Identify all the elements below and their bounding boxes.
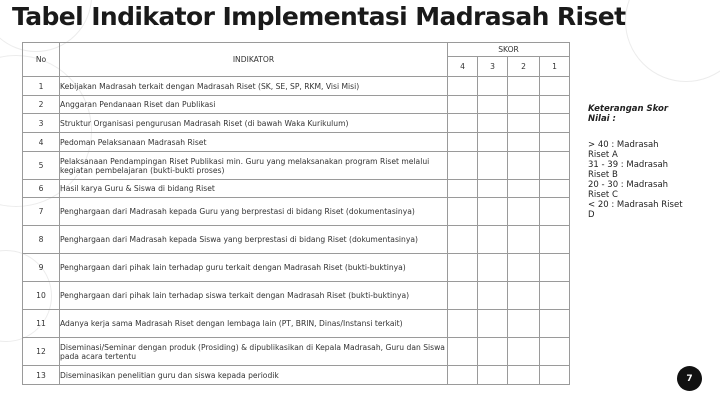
row-number: 8 [23,226,60,254]
score-legend-line: Riset B [588,170,618,180]
score-cell-1[interactable] [540,180,570,198]
score-cell-4[interactable] [448,226,478,254]
score-cell-3[interactable] [478,77,508,96]
score-cell-1[interactable] [540,77,570,96]
score-cell-4[interactable] [448,254,478,282]
score-cell-1[interactable] [540,114,570,133]
score-cell-4[interactable] [448,114,478,133]
score-legend-subtitle: Nilai : [588,114,616,124]
score-cell-4[interactable] [448,338,478,366]
score-legend-list [588,140,698,220]
indicator-text: Struktur Organisasi pengurusan Madrasah Riset (di bawah Waka Kurikulum) [60,114,448,133]
table-row [23,198,570,226]
row-number: 11 [23,310,60,338]
column-header-no: No [23,43,60,77]
score-legend-line: < 20 : Madrasah Riset [588,200,683,210]
row-number: 6 [23,180,60,198]
column-header-skor-4: 4 [448,57,478,77]
table-row [23,77,570,96]
score-cell-2[interactable] [508,366,540,385]
score-cell-4[interactable] [448,180,478,198]
score-cell-3[interactable] [478,133,508,152]
score-cell-3[interactable] [478,282,508,310]
score-cell-2[interactable] [508,96,540,114]
row-number: 5 [23,152,60,180]
indicator-text: Diseminasi/Seminar dengan produk (Prosiding) & dipublikasikan di Kepala Madrasah, Guru dan Siswa pada acara tertentu [60,338,448,366]
score-cell-2[interactable] [508,226,540,254]
row-number: 2 [23,96,60,114]
score-cell-2[interactable] [508,180,540,198]
table-row [23,366,570,385]
score-cell-3[interactable] [478,96,508,114]
row-number: 4 [23,133,60,152]
score-cell-2[interactable] [508,310,540,338]
column-header-indikator: INDIKATOR [60,43,448,77]
indicator-text: Penghargaan dari Madrasah kepada Guru yang berprestasi di bidang Riset (dokumentasinya) [60,198,448,226]
score-cell-4[interactable] [448,133,478,152]
score-cell-2[interactable] [508,254,540,282]
score-cell-1[interactable] [540,366,570,385]
score-cell-1[interactable] [540,198,570,226]
page-number-badge: 7 [677,366,702,391]
score-cell-1[interactable] [540,152,570,180]
score-cell-1[interactable] [540,310,570,338]
score-cell-3[interactable] [478,310,508,338]
indicator-text: Anggaran Pendanaan Riset dan Publikasi [60,96,448,114]
score-legend-line: D [588,210,595,220]
indicator-table [22,42,570,385]
table-row [23,114,570,133]
score-cell-3[interactable] [478,254,508,282]
score-cell-2[interactable] [508,338,540,366]
score-cell-4[interactable] [448,152,478,180]
score-cell-2[interactable] [508,133,540,152]
table-row [23,338,570,366]
score-legend-title: Keterangan Skor [588,104,669,114]
score-cell-2[interactable] [508,152,540,180]
score-cell-2[interactable] [508,114,540,133]
column-header-skor: SKOR [448,43,570,57]
row-number: 12 [23,338,60,366]
row-number: 3 [23,114,60,133]
score-cell-4[interactable] [448,96,478,114]
indicator-text: Diseminasikan penelitian guru dan siswa kepada periodik [60,366,448,385]
table-row [23,152,570,180]
score-cell-3[interactable] [478,338,508,366]
row-number: 1 [23,77,60,96]
score-cell-3[interactable] [478,198,508,226]
indicator-text: Hasil karya Guru & Siswa di bidang Riset [60,180,448,198]
score-cell-4[interactable] [448,198,478,226]
score-legend-line: Riset A [588,150,618,160]
score-cell-4[interactable] [448,282,478,310]
background-decoration-ring [625,0,720,82]
score-cell-2[interactable] [508,198,540,226]
score-cell-4[interactable] [448,310,478,338]
score-cell-1[interactable] [540,133,570,152]
indicator-text: Kebijakan Madrasah terkait dengan Madrasah Riset (SK, SE, SP, RKM, Visi Misi) [60,77,448,96]
table-row [23,133,570,152]
table-row [23,226,570,254]
page-title: Tabel Indikator Implementasi Madrasah Riset [12,2,626,31]
score-cell-4[interactable] [448,77,478,96]
score-cell-2[interactable] [508,77,540,96]
score-legend-line: 31 - 39 : Madrasah [588,160,669,170]
score-legend-line: > 40 : Madrasah [588,140,659,150]
score-cell-1[interactable] [540,338,570,366]
indicator-text: Adanya kerja sama Madrasah Riset dengan lembaga lain (PT, BRIN, Dinas/Instansi terkait) [60,310,448,338]
score-cell-3[interactable] [478,114,508,133]
score-cell-3[interactable] [478,226,508,254]
table-row [23,282,570,310]
score-cell-3[interactable] [478,152,508,180]
row-number: 9 [23,254,60,282]
table-header [23,43,570,77]
table-row [23,180,570,198]
score-cell-3[interactable] [478,180,508,198]
score-legend-line: 20 - 30 : Madrasah [588,180,669,190]
table-row [23,96,570,114]
column-header-skor-2: 2 [508,57,540,77]
indicator-text: Pedoman Pelaksanaan Madrasah Riset [60,133,448,152]
score-cell-1[interactable] [540,226,570,254]
indicator-text: Pelaksanaan Pendampingan Riset Publikasi min. Guru yang melaksanakan program Riset melalui kegiatan pembelajaran (bukti-bukti proses) [60,152,448,180]
score-cell-1[interactable] [540,254,570,282]
row-number: 7 [23,198,60,226]
indicator-text: Penghargaan dari pihak lain terhadap guru terkait dengan Madrasah Riset (bukti-buktinya) [60,254,448,282]
column-header-skor-1: 1 [540,57,570,77]
score-legend-line: Riset C [588,190,618,200]
score-cell-3[interactable] [478,366,508,385]
score-cell-1[interactable] [540,282,570,310]
row-number: 10 [23,282,60,310]
table-row [23,310,570,338]
indicator-text: Penghargaan dari Madrasah kepada Siswa yang berprestasi di bidang Riset (dokumentasinya) [60,226,448,254]
column-header-skor-3: 3 [478,57,508,77]
indicator-text: Penghargaan dari pihak lain terhadap siswa terkait dengan Madrasah Riset (bukti-buktinya) [60,282,448,310]
table-row [23,254,570,282]
row-number: 13 [23,366,60,385]
score-cell-4[interactable] [448,366,478,385]
score-cell-2[interactable] [508,282,540,310]
score-legend [588,104,698,220]
score-cell-1[interactable] [540,96,570,114]
